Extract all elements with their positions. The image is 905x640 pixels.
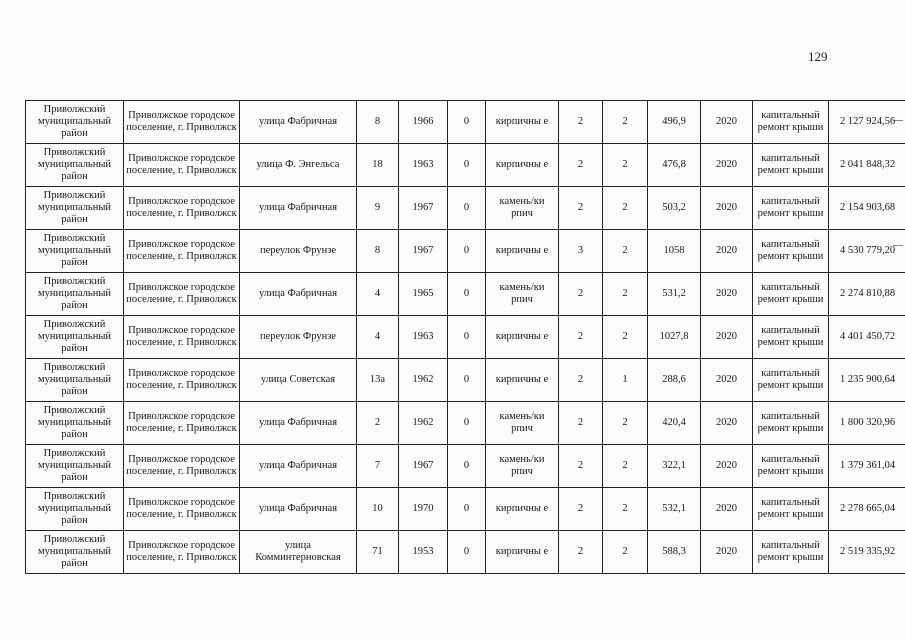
entrances-cell: 2 <box>603 488 648 531</box>
build-year-cell: 1967 <box>399 187 448 230</box>
zero-value-cell: 0 <box>448 187 486 230</box>
street-cell: улица Фабричная <box>240 488 357 531</box>
housing-register-table <box>25 100 905 574</box>
street-cell: улица Фабричная <box>240 273 357 316</box>
house-number-cell: 2 <box>357 402 399 445</box>
build-year-cell: 1962 <box>399 359 448 402</box>
house-number-cell: 8 <box>357 230 399 273</box>
street-cell: переулок Фрунзе <box>240 230 357 273</box>
area-cell: 420,4 <box>648 402 701 445</box>
cost-cell: 4 530 779,20 <box>829 230 905 273</box>
area-cell: 496,9 <box>648 101 701 144</box>
house-number-cell: 7 <box>357 445 399 488</box>
street-cell: улица Фабричная <box>240 101 357 144</box>
build-year-cell: 1963 <box>399 144 448 187</box>
table-row <box>26 359 905 402</box>
settlement-cell: Приволжское городское поселение, г. Приволжск <box>124 101 240 144</box>
settlement-cell: Приволжское городское поселение, г. Приволжск <box>124 316 240 359</box>
wall-material-cell: кирпичны е <box>486 144 559 187</box>
floors-cell: 2 <box>559 273 603 316</box>
area-cell: 531,2 <box>648 273 701 316</box>
settlement-cell: Приволжское городское поселение, г. Приволжск <box>124 488 240 531</box>
work-type-cell: капитальный ремонт крыши <box>753 187 829 230</box>
wall-material-cell: камень/ки рпич <box>486 445 559 488</box>
build-year-cell: 1963 <box>399 316 448 359</box>
district-cell: Приволжский муниципальный район <box>26 144 124 187</box>
zero-value-cell: 0 <box>448 230 486 273</box>
build-year-cell: 1967 <box>399 230 448 273</box>
cost-cell: 1 800 320,96 <box>829 402 905 445</box>
settlement-cell: Приволжское городское поселение, г. Приволжск <box>124 402 240 445</box>
work-type-cell: капитальный ремонт крыши <box>753 488 829 531</box>
street-cell: улица Фабричная <box>240 445 357 488</box>
entrances-cell: 2 <box>603 273 648 316</box>
table-row <box>26 531 905 574</box>
table-row <box>26 445 905 488</box>
wall-material-cell: кирпичны е <box>486 488 559 531</box>
entrances-cell: 2 <box>603 531 648 574</box>
table-row <box>26 273 905 316</box>
build-year-cell: 1966 <box>399 101 448 144</box>
plan-year-cell: 2020 <box>701 316 753 359</box>
district-cell: Приволжский муниципальный район <box>26 402 124 445</box>
area-cell: 503,2 <box>648 187 701 230</box>
wall-material-cell: кирпичны е <box>486 316 559 359</box>
entrances-cell: 2 <box>603 187 648 230</box>
floors-cell: 2 <box>559 488 603 531</box>
street-cell: улица Ф. Энгельса <box>240 144 357 187</box>
page-number: 129 <box>808 49 828 64</box>
work-type-cell: капитальный ремонт крыши <box>753 316 829 359</box>
work-type-cell: капитальный ремонт крыши <box>753 230 829 273</box>
floors-cell: 2 <box>559 187 603 230</box>
district-cell: Приволжский муниципальный район <box>26 101 124 144</box>
table-row <box>26 488 905 531</box>
wall-material-cell: камень/ки рпич <box>486 273 559 316</box>
house-number-cell: 4 <box>357 273 399 316</box>
house-number-cell: 18 <box>357 144 399 187</box>
zero-value-cell: 0 <box>448 445 486 488</box>
work-type-cell: капитальный ремонт крыши <box>753 144 829 187</box>
cost-cell: 2 154 903,68 <box>829 187 905 230</box>
settlement-cell: Приволжское городское поселение, г. Приволжск <box>124 187 240 230</box>
plan-year-cell: 2020 <box>701 531 753 574</box>
build-year-cell: 1965 <box>399 273 448 316</box>
wall-material-cell: кирпичны е <box>486 531 559 574</box>
street-cell: улица Фабричная <box>240 402 357 445</box>
entrances-cell: 2 <box>603 230 648 273</box>
cost-cell: 2 278 665,04 <box>829 488 905 531</box>
plan-year-cell: 2020 <box>701 488 753 531</box>
settlement-cell: Приволжское городское поселение, г. Приволжск <box>124 531 240 574</box>
cost-cell: 4 401 450,72 <box>829 316 905 359</box>
street-cell: улица Фабричная <box>240 187 357 230</box>
area-cell: 1058 <box>648 230 701 273</box>
house-number-cell: 9 <box>357 187 399 230</box>
entrances-cell: 1 <box>603 359 648 402</box>
entrances-cell: 2 <box>603 316 648 359</box>
entrances-cell: 2 <box>603 101 648 144</box>
floors-cell: 2 <box>559 359 603 402</box>
area-cell: 322,1 <box>648 445 701 488</box>
cost-cell: 2 274 810,88 <box>829 273 905 316</box>
area-cell: 588,3 <box>648 531 701 574</box>
house-number-cell: 71 <box>357 531 399 574</box>
street-cell: улица Комминтерновская <box>240 531 357 574</box>
plan-year-cell: 2020 <box>701 402 753 445</box>
table-row <box>26 187 905 230</box>
work-type-cell: капитальный ремонт крыши <box>753 402 829 445</box>
zero-value-cell: 0 <box>448 101 486 144</box>
cost-cell: 2 519 335,92 <box>829 531 905 574</box>
floors-cell: 2 <box>559 531 603 574</box>
work-type-cell: капитальный ремонт крыши <box>753 445 829 488</box>
district-cell: Приволжский муниципальный район <box>26 488 124 531</box>
entrances-cell: 2 <box>603 445 648 488</box>
zero-value-cell: 0 <box>448 359 486 402</box>
settlement-cell: Приволжское городское поселение, г. Приволжск <box>124 359 240 402</box>
plan-year-cell: 2020 <box>701 187 753 230</box>
cost-cell: 1 235 900,64 <box>829 359 905 402</box>
zero-value-cell: 0 <box>448 402 486 445</box>
work-type-cell: капитальный ремонт крыши <box>753 359 829 402</box>
district-cell: Приволжский муниципальный район <box>26 187 124 230</box>
area-cell: 532,1 <box>648 488 701 531</box>
zero-value-cell: 0 <box>448 531 486 574</box>
floors-cell: 2 <box>559 445 603 488</box>
district-cell: Приволжский муниципальный район <box>26 230 124 273</box>
wall-material-cell: кирпичны е <box>486 101 559 144</box>
plan-year-cell: 2020 <box>701 144 753 187</box>
district-cell: Приволжский муниципальный район <box>26 531 124 574</box>
work-type-cell: капитальный ремонт крыши <box>753 101 829 144</box>
district-cell: Приволжский муниципальный район <box>26 445 124 488</box>
build-year-cell: 1967 <box>399 445 448 488</box>
floors-cell: 3 <box>559 230 603 273</box>
table-row <box>26 316 905 359</box>
cost-cell: 2 127 924,56 <box>829 101 905 144</box>
build-year-cell: 1953 <box>399 531 448 574</box>
floors-cell: 2 <box>559 144 603 187</box>
wall-material-cell: кирпичны е <box>486 359 559 402</box>
area-cell: 476,8 <box>648 144 701 187</box>
plan-year-cell: 2020 <box>701 273 753 316</box>
area-cell: 288,6 <box>648 359 701 402</box>
table-row <box>26 144 905 187</box>
build-year-cell: 1970 <box>399 488 448 531</box>
table-row <box>26 230 905 273</box>
entrances-cell: 2 <box>603 144 648 187</box>
zero-value-cell: 0 <box>448 144 486 187</box>
house-number-cell: 4 <box>357 316 399 359</box>
settlement-cell: Приволжское городское поселение, г. Приволжск <box>124 273 240 316</box>
house-number-cell: 13а <box>357 359 399 402</box>
house-number-cell: 8 <box>357 101 399 144</box>
plan-year-cell: 2020 <box>701 230 753 273</box>
floors-cell: 2 <box>559 402 603 445</box>
plan-year-cell: 2020 <box>701 359 753 402</box>
house-number-cell: 10 <box>357 488 399 531</box>
settlement-cell: Приволжское городское поселение, г. Приволжск <box>124 230 240 273</box>
district-cell: Приволжский муниципальный район <box>26 359 124 402</box>
street-cell: переулок Фрунзе <box>240 316 357 359</box>
cost-cell: 2 041 848,32 <box>829 144 905 187</box>
street-cell: улица Советская <box>240 359 357 402</box>
table-row <box>26 402 905 445</box>
area-cell: 1027,8 <box>648 316 701 359</box>
build-year-cell: 1962 <box>399 402 448 445</box>
wall-material-cell: камень/ки рпич <box>486 187 559 230</box>
zero-value-cell: 0 <box>448 316 486 359</box>
settlement-cell: Приволжское городское поселение, г. Приволжск <box>124 144 240 187</box>
zero-value-cell: 0 <box>448 488 486 531</box>
cost-cell: 1 379 361,04 <box>829 445 905 488</box>
work-type-cell: капитальный ремонт крыши <box>753 531 829 574</box>
floors-cell: 2 <box>559 101 603 144</box>
plan-year-cell: 2020 <box>701 101 753 144</box>
work-type-cell: капитальный ремонт крыши <box>753 273 829 316</box>
entrances-cell: 2 <box>603 402 648 445</box>
district-cell: Приволжский муниципальный район <box>26 273 124 316</box>
plan-year-cell: 2020 <box>701 445 753 488</box>
wall-material-cell: камень/ки рпич <box>486 402 559 445</box>
settlement-cell: Приволжское городское поселение, г. Приволжск <box>124 445 240 488</box>
district-cell: Приволжский муниципальный район <box>26 316 124 359</box>
wall-material-cell: кирпичны е <box>486 230 559 273</box>
zero-value-cell: 0 <box>448 273 486 316</box>
table-row <box>26 101 905 144</box>
floors-cell: 2 <box>559 316 603 359</box>
